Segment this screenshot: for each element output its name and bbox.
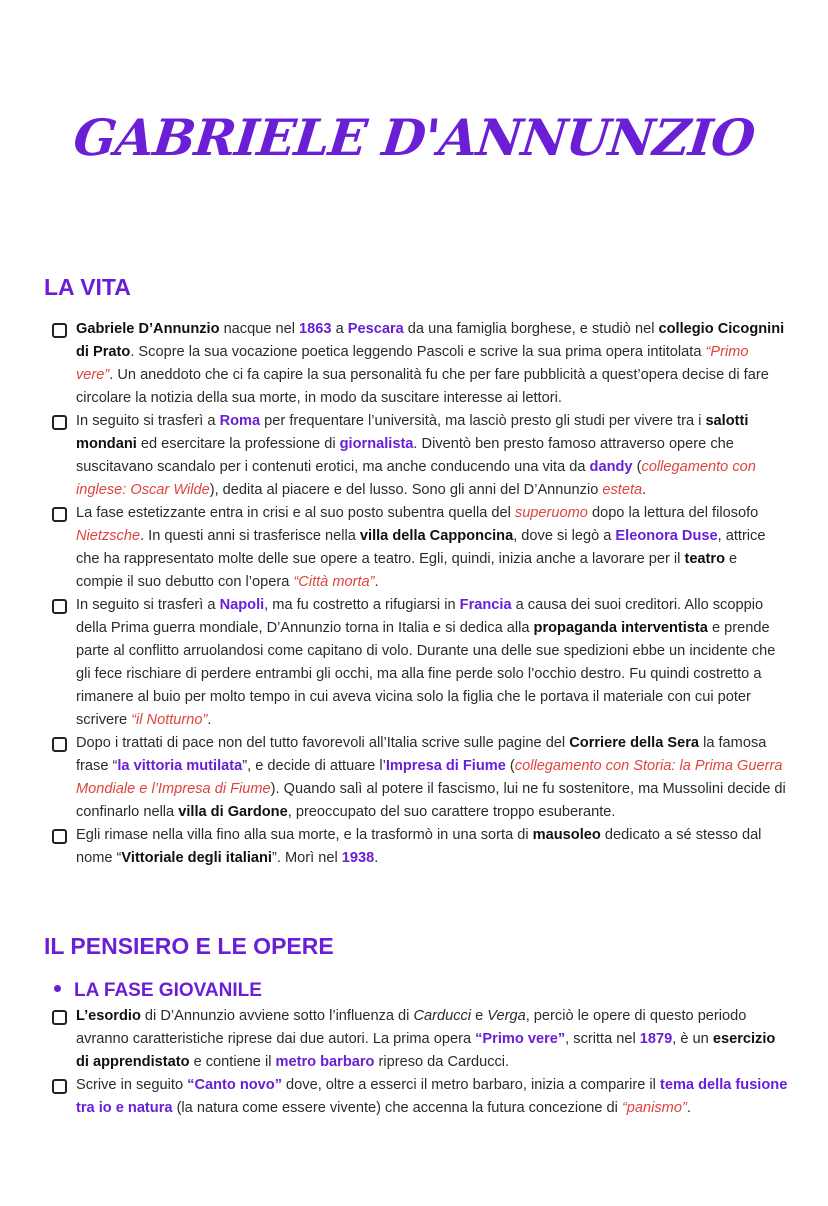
giovanile-list bbox=[50, 1005, 788, 1120]
list-item: Dopo i trattati di pace non del tutto favorevoli all’Italia scrive sulle pagine del Corriere della Sera la famosa frase “la vittoria mutilata”, e decide di attuare l’Impresa di Fiume (collegamento con Storia: la Prima Guerra Mondiale e l’Impresa di Fiume). Quando salì al potere il fascismo, lui ne fu sostenitore, ma Mussolini decide di confinarlo nella villa di Gardone, preoccupato del suo carattere troppo esuberante. bbox=[50, 732, 788, 824]
checkbox-icon[interactable] bbox=[52, 1079, 67, 1094]
list-item: In seguito si trasferì a Roma per frequentare l’università, ma lasciò presto gli studi per vivere tra i salotti mondani ed esercitare la professione di giornalista. Diventò ben presto famoso attraverso opere che suscitavano scandalo per i contenuti erotici, ma anche conducendo una vita da dandy (collegamento con inglese: Oscar Wilde), dedita al piacere e del lusso. Sono gli anni del D’Annunzio esteta. bbox=[50, 410, 788, 502]
bullet-icon bbox=[54, 985, 61, 992]
list-item: La fase estetizzante entra in crisi e al suo posto subentra quella del superuomo dopo la lettura del filosofo Nietzsche. In questi anni si trasferisce nella villa della Capponcina, dove si legò a Eleonora Duse, attrice che ha rappresentato molte delle sue opere a teatro. Egli, quindi, inizia anche a lavorare per il teatro e compie il suo debutto con l’opera “Città morta”. bbox=[50, 502, 788, 594]
page-title: GABRIELE D'ANNUNZIO bbox=[70, 108, 758, 167]
list-item: L’esordio di D’Annunzio avviene sotto l’influenza di Carducci e Verga, perciò le opere di questo periodo avranno caratteristiche riprese dai due autori. La prima opera “Primo vere”, scritta nel 1879, è un esercizio di apprendistato e contiene il metro barbaro ripreso da Carducci. bbox=[50, 1005, 788, 1074]
list-item: In seguito si trasferì a Napoli, ma fu costretto a rifugiarsi in Francia a causa dei suoi creditori. Allo scoppio della Prima guerra mondiale, D’Annunzio torna in Italia e si dedica alla propaganda interventista e prende parte al conflitto arruolandosi come capitano di volo. Durante una delle sue spedizioni ebbe un incidente che gli fece rischiare di perdere entrambi gli occhi, ma alla fine perde solo l’occhio destro. Fu quindi costretto a rimanere al buio per molto tempo in cui aveva vicina solo la figlia che le portava il materiale con cui poter scrivere “il Notturno”. bbox=[50, 594, 788, 732]
checkbox-icon[interactable] bbox=[52, 415, 67, 430]
list-item: Gabriele D’Annunzio nacque nel 1863 a Pescara da una famiglia borghese, e studiò nel collegio Cicognini di Prato. Scopre la sua vocazione poetica leggendo Pascoli e scrive la sua prima opera intitolata “Primo vere”. Un aneddoto che ci fa capire la sua personalità fu che per fare pubblicità a quest’opera decise di fare circolare la notizia della sua morte, in modo da suscitare interesse ai lettori. bbox=[50, 318, 788, 410]
checkbox-icon[interactable] bbox=[52, 507, 67, 522]
checkbox-icon[interactable] bbox=[52, 323, 67, 338]
checkbox-icon[interactable] bbox=[52, 829, 67, 844]
vita-list bbox=[50, 318, 788, 870]
subheading-fase-giovanile: LA FASE GIOVANILE bbox=[54, 980, 262, 1002]
section-heading-vita: LA VITA bbox=[44, 274, 131, 300]
list-item: Egli rimase nella villa fino alla sua morte, e la trasformò in una sorta di mausoleo dedicato a sé stesso dal nome “Vittoriale degli italiani”. Morì nel 1938. bbox=[50, 824, 788, 870]
checkbox-icon[interactable] bbox=[52, 599, 67, 614]
checkbox-icon[interactable] bbox=[52, 737, 67, 752]
checkbox-icon[interactable] bbox=[52, 1010, 67, 1025]
list-item: Scrive in seguito “Canto novo” dove, oltre a esserci il metro barbaro, inizia a comparire il tema della fusione tra io e natura (la natura come essere vivente) che accenna la futura concezione di “panismo”. bbox=[50, 1074, 788, 1120]
section-heading-pensiero: IL PENSIERO E LE OPERE bbox=[44, 933, 334, 959]
